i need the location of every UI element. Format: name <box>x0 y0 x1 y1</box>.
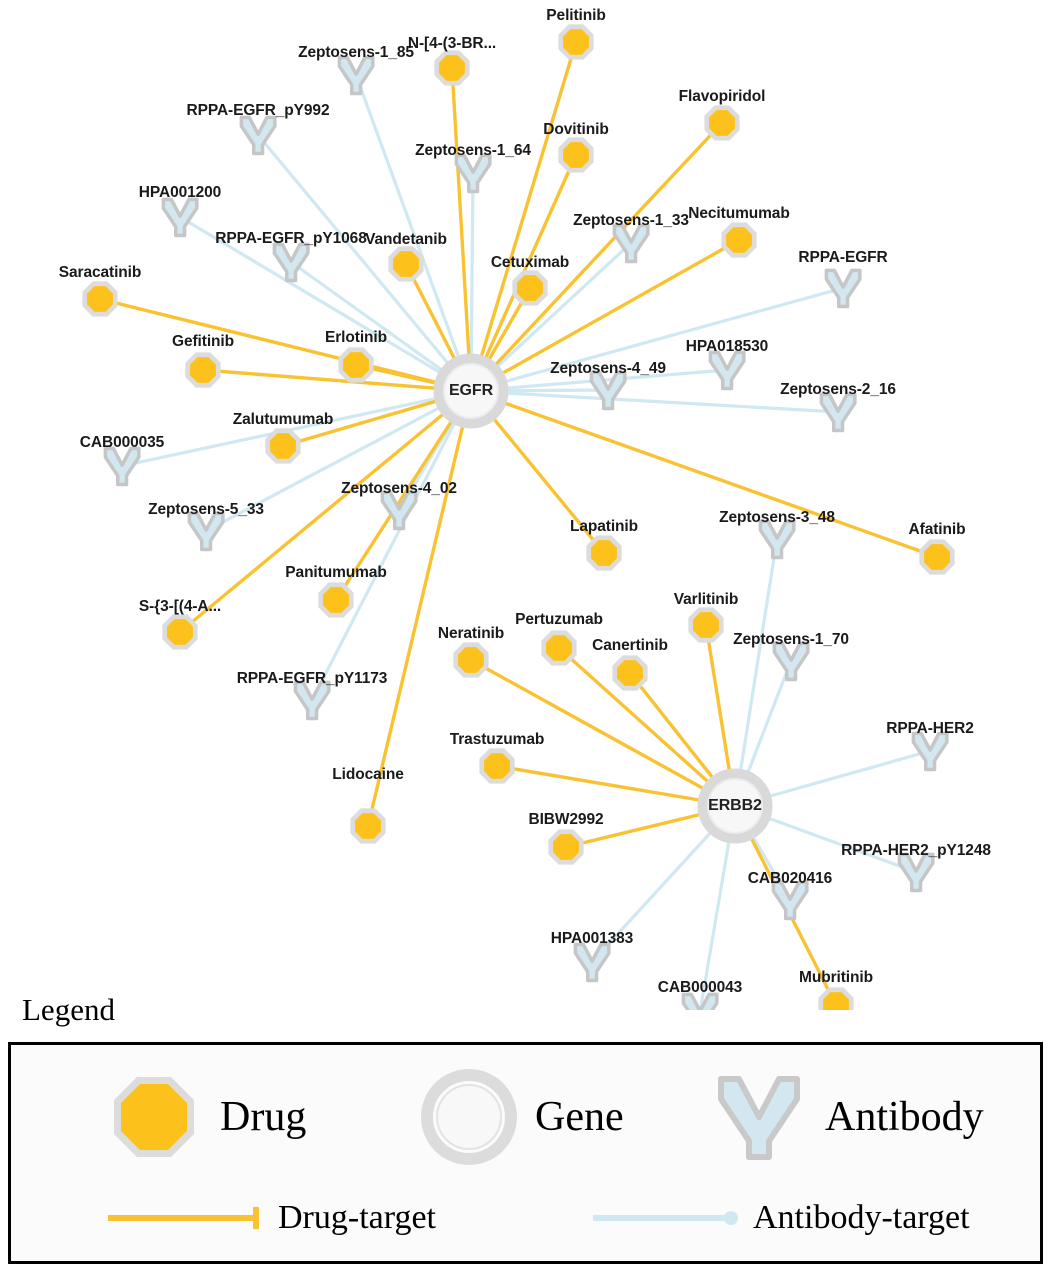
drug-label: Lidocaine <box>332 766 404 783</box>
antibody-label: CAB000035 <box>79 434 165 451</box>
drug-node[interactable] <box>709 110 735 136</box>
antibody-node[interactable] <box>456 155 489 191</box>
antibody-label: Zeptosens-1_33 <box>573 212 689 229</box>
antibody-node[interactable] <box>339 57 372 93</box>
drug-node[interactable] <box>190 357 216 383</box>
drug-node[interactable] <box>553 834 579 860</box>
drug-node[interactable] <box>484 753 510 779</box>
drug-node[interactable] <box>355 813 381 839</box>
drug-label: Mubritinib <box>799 969 873 986</box>
legend-edge-antibody-target <box>591 1199 970 1237</box>
drug-label: Trastuzumab <box>449 731 545 748</box>
edge <box>312 391 471 700</box>
antibody-label: RPPA-EGFR_pY1173 <box>236 670 388 687</box>
antibody-label: HPA018530 <box>685 338 769 355</box>
drug-node[interactable] <box>726 227 752 253</box>
legend-label-drug-target: Drug-target <box>278 1199 436 1236</box>
legend-item-drug <box>106 1069 306 1165</box>
antibody-label: Zeptosens-2_16 <box>780 381 896 398</box>
drug-node[interactable] <box>563 142 589 168</box>
drug-node[interactable] <box>393 251 419 277</box>
antibody-label: RPPA-EGFR_pY992 <box>186 102 330 119</box>
legend-item-antibody <box>711 1069 984 1165</box>
drug-label: Dovitinib <box>543 121 609 138</box>
drug-label: Erlotinib <box>325 329 387 346</box>
drug-label: Varlitinib <box>673 591 739 608</box>
antibody-node[interactable] <box>614 225 647 261</box>
antibody-label: HPA001200 <box>138 184 222 201</box>
drug-node[interactable] <box>343 352 369 378</box>
antibody-label: Zeptosens-3_48 <box>719 509 835 526</box>
drug-label: S-{3-[(4-A... <box>138 598 222 615</box>
antibody-label: Zeptosens-1_70 <box>733 631 849 648</box>
antibody-node[interactable] <box>105 448 138 484</box>
drug-node[interactable] <box>517 275 543 301</box>
legend-edges-row <box>11 1195 1040 1255</box>
drug-label: Neratinib <box>437 625 505 642</box>
drug-label: BIBW2992 <box>528 811 604 828</box>
legend-label-antibody: Antibody <box>825 1094 984 1140</box>
antibody-target-edge-icon <box>591 1203 741 1233</box>
drug-label: Gefitinib <box>172 333 234 350</box>
drug-label: Canertinib <box>592 637 668 654</box>
drug-label: Pertuzumab <box>515 611 603 628</box>
edge <box>471 42 576 391</box>
legend-label-antibody-target: Antibody-target <box>753 1199 970 1236</box>
drug-node[interactable] <box>693 612 719 638</box>
drug-node[interactable] <box>591 540 617 566</box>
legend-item-gene <box>421 1069 624 1165</box>
antibody-node[interactable] <box>575 944 608 980</box>
drug-label: Panitumumab <box>285 564 387 581</box>
legend-label-drug: Drug <box>220 1094 307 1140</box>
drug-node[interactable] <box>924 544 950 570</box>
antibody-icon <box>711 1069 807 1165</box>
gene-label: EGFR <box>448 382 494 399</box>
drug-icon <box>106 1069 202 1165</box>
drug-label: Flavopiridol <box>678 88 766 105</box>
gene-label: ERBB2 <box>708 797 762 814</box>
antibody-label: RPPA-HER2_pY1248 <box>841 842 991 859</box>
edge <box>735 539 777 806</box>
drug-node[interactable] <box>87 286 113 312</box>
drug-label: Pelitinib <box>546 7 606 24</box>
antibody-node[interactable] <box>163 199 196 235</box>
antibody-node[interactable] <box>913 733 946 769</box>
antibody-label: Zeptosens-1_85 <box>298 44 414 61</box>
edge <box>368 391 471 826</box>
drug-label: Saracatinib <box>58 264 142 281</box>
antibody-label: RPPA-HER2 <box>886 720 974 737</box>
drug-node[interactable] <box>167 619 193 645</box>
drug-node[interactable] <box>546 635 572 661</box>
legend-symbols-row <box>11 1065 1040 1175</box>
drug-label: Vandetanib <box>365 231 447 248</box>
drug-node[interactable] <box>270 433 296 459</box>
drug-label: Necitumumab <box>688 205 790 222</box>
drug-label: Afatinib <box>908 521 966 538</box>
drug-label: Cetuximab <box>490 254 570 271</box>
antibody-label: Zeptosens-5_33 <box>148 501 264 518</box>
antibody-label: RPPA-EGFR <box>798 249 888 266</box>
antibody-node[interactable] <box>821 394 854 430</box>
antibody-label: HPA001383 <box>550 930 634 947</box>
legend-label-gene: Gene <box>535 1094 624 1140</box>
drug-node[interactable] <box>458 647 484 673</box>
antibody-label: CAB020416 <box>747 870 833 887</box>
antibody-label: RPPA-EGFR_pY1068 <box>215 230 367 247</box>
legend-edge-drug-target <box>106 1199 436 1237</box>
antibody-label: CAB000043 <box>657 979 743 996</box>
legend-title: Legend <box>22 992 115 1027</box>
antibody-node[interactable] <box>826 270 859 306</box>
drug-node[interactable] <box>439 55 465 81</box>
drug-target-edge-icon <box>106 1203 266 1233</box>
drug-node[interactable] <box>617 660 643 686</box>
drug-label: Lapatinib <box>570 518 638 535</box>
antibody-label: Zeptosens-1_64 <box>415 142 531 159</box>
drug-label: Zalutumumab <box>232 411 334 428</box>
drug-node[interactable] <box>323 587 349 613</box>
antibody-node[interactable] <box>710 352 743 388</box>
antibody-label: Zeptosens-4_02 <box>341 480 457 497</box>
drug-node[interactable] <box>563 29 589 55</box>
legend-box <box>8 1042 1043 1264</box>
antibody-label: Zeptosens-4_49 <box>550 360 666 377</box>
drug-label: N-[4-(3-BR... <box>407 35 497 52</box>
gene-icon <box>421 1069 517 1165</box>
